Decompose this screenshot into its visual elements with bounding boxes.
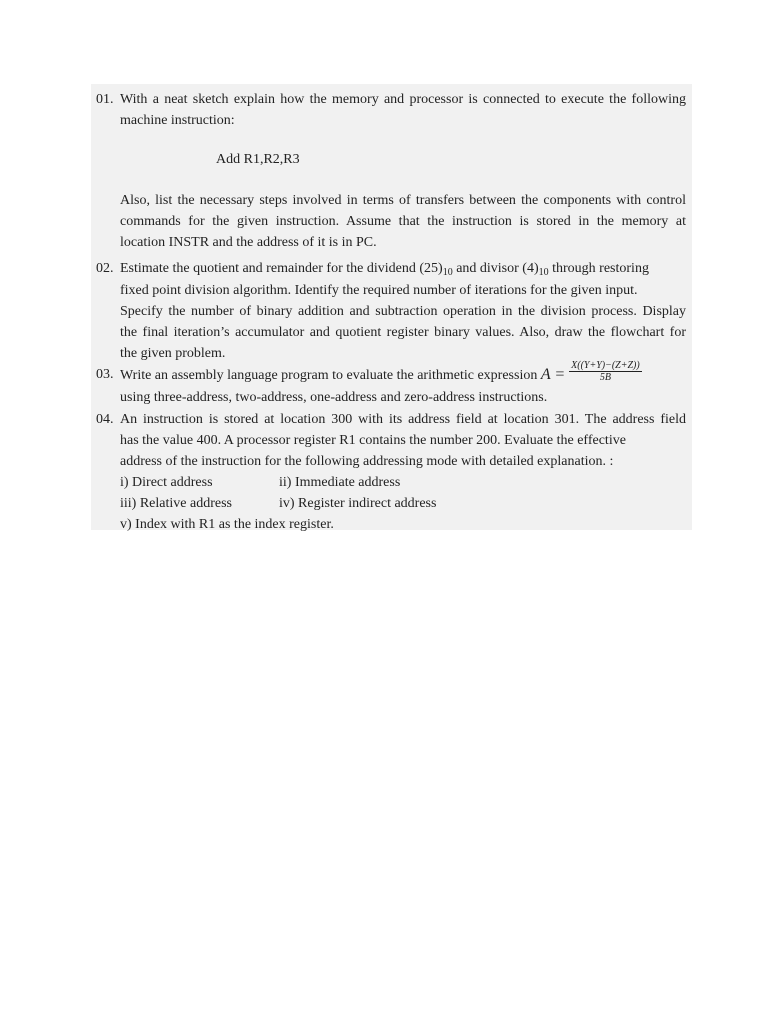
question-text-line: machine instruction: [120,113,235,128]
question-3 [96,360,686,408]
question-number: 02. [96,261,114,276]
text-segment: Write an assembly language program to evaluate the arithmetic expression [120,368,538,383]
question-text-line [120,258,686,280]
math-fraction [569,360,642,383]
question-text-line: An instruction is stored at location 300 with its address field at location 301. The address field [120,412,686,427]
option-item: i) Direct address [120,475,213,490]
question-text-line: the final iteration’s accumulator and quotient register binary values. Also, draw the flowchart for [120,325,686,340]
fraction-denominator: 5B [599,372,611,384]
question-1 [96,89,686,131]
question-text-line [120,360,686,387]
options-row [120,493,686,514]
text-segment: and divisor (4) [452,261,539,276]
question-text-line: the given problem. [120,346,226,361]
text-segment: Estimate the quotient and remainder for the dividend (25) [120,261,443,276]
math-lhs: A = [540,366,566,383]
subscript-base: 10 [538,267,549,278]
question-2 [96,258,686,364]
option-item: ii) Immediate address [279,475,401,490]
question-text-line: Specify the number of binary addition and subtraction operation in the division process. Display [120,304,686,319]
option-item: iii) Relative address [120,496,232,511]
option-item: iv) Register indirect address [279,496,437,511]
option-item: v) Index with R1 as the index register. [120,517,334,532]
fraction-numerator: X((Y+Y)−(Z+Z)) [571,360,640,372]
text-segment: through restoring [548,261,649,276]
question-text-line: With a neat sketch explain how the memory and processor is connected to execute the following [120,92,686,107]
question-text-line: address of the instruction for the following addressing mode with detailed explanation. : [120,454,614,469]
question-number: 03. [96,367,114,382]
question-text-line: location INSTR and the address of it is in PC. [120,235,377,250]
question-4 [96,409,686,535]
question-text-line: using three-address, two-address, one-address and zero-address instructions. [120,390,548,406]
options-row [120,472,686,493]
subscript-base: 10 [442,267,453,278]
machine-instruction: Add R1,R2,R3 [216,152,300,167]
question-text-line: fixed point division algorithm. Identify the required number of iterations for the given input. [120,283,638,298]
question-number: 04. [96,412,114,427]
question-text-line: Also, list the necessary steps involved in terms of transfers between the components with control [120,193,686,208]
question-number: 01. [96,92,114,107]
question-text-line: has the value 400. A processor register R1 contains the number 200. Evaluate the effective [120,433,626,448]
question-1-paragraph [96,190,686,253]
question-text-line: commands for the given instruction. Assume that the instruction is stored in the memory at [120,214,686,229]
